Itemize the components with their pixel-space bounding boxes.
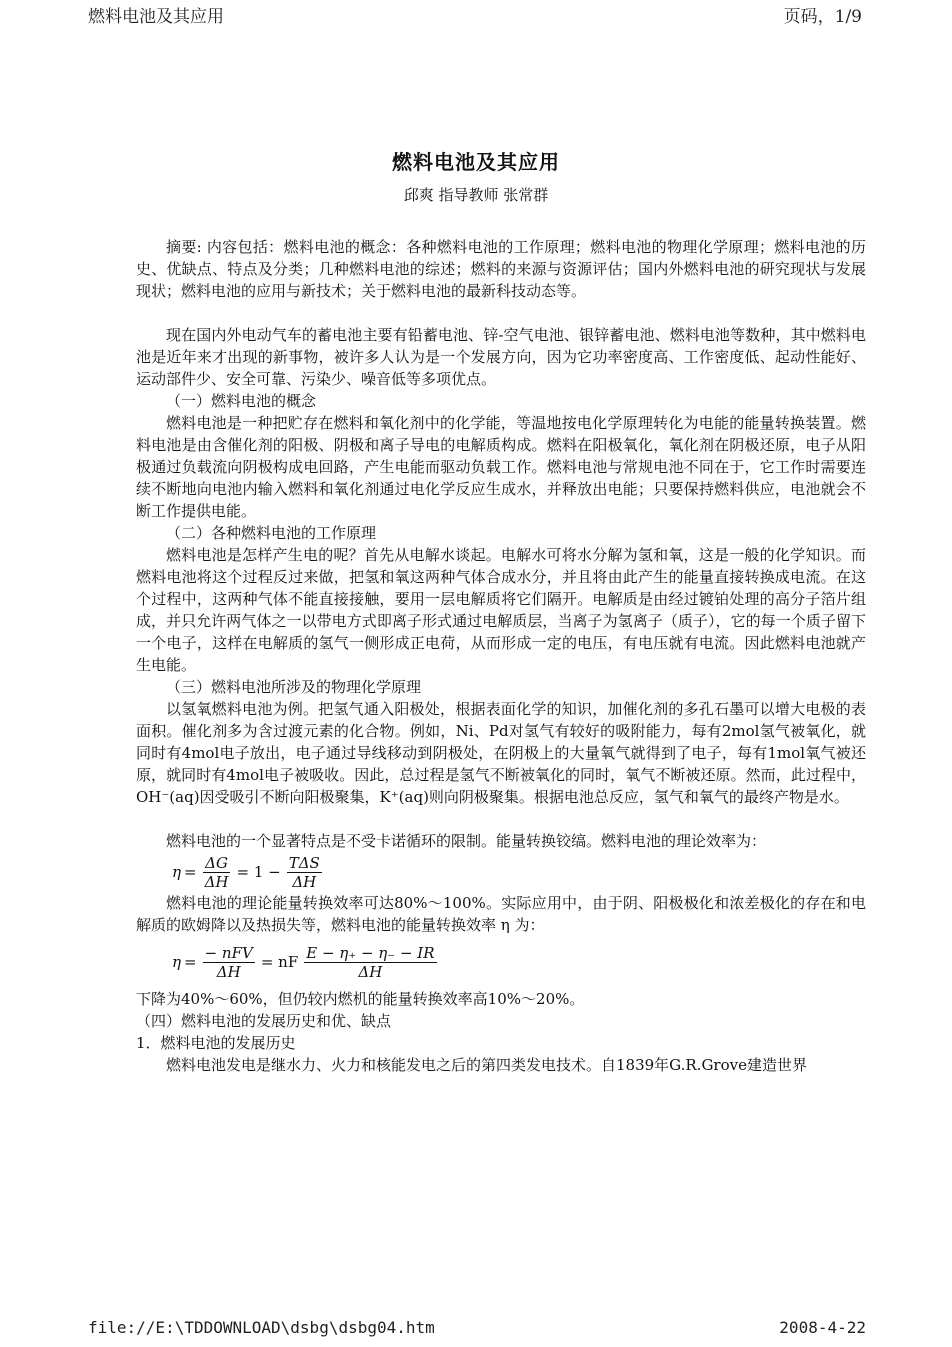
- page-title: 燃料电池及其应用: [392, 150, 560, 174]
- section-4-subheading: 1．燃料电池的发展历史: [136, 1034, 296, 1052]
- section-2-heading: （二）各种燃料电池的工作原理: [166, 524, 377, 542]
- header-page-number: 页码，1/9: [783, 7, 862, 27]
- formula2-middle: = nF: [260, 953, 299, 971]
- abstract-paragraph: 摘要: 内容包括：燃料电池的概念：各种燃料电池的工作原理；燃料电池的物理化学原理；燃料电池的历史、优缺点、特点及分类；几种燃料电池的综述；燃料的来源与资源评估；国内外燃料电池的研究现状与发展现状；燃料电池的应用与新技术；关于燃料电池的最新科技动态等。: [136, 238, 866, 300]
- formula1-numerator-1: ΔG: [205, 853, 228, 872]
- document-body: [136, 236, 866, 1076]
- section-3-paragraph: 以氢氧燃料电池为例。把氢气通入阳极处，根据表面化学的知识，加催化剂的多孔石墨可以增大电极的表面积。催化剂多为含过渡元素的化合物。例如，Ni、Pd对氢气有较好的吸附能力，每有2mol氢气被氧化，就同时有4mol电子放出，电子通过导线移动到阴极处，在阴极上的大量氧气就得到了电子，每有1mol氧气被还原，就同时有4mol电子被吸收。因此，总过程是氢气不断被氧化的同时，氧气不断被还原。然而，此过程中，OH⁻(aq)因受吸引不断向阳极聚集，K⁺(aq)则向阴极聚集。根据电池总反应，氢气和氧气的最终产物是水。: [136, 700, 866, 806]
- section-1-paragraph: 燃料电池是一种把贮存在燃料和氧化剂中的化学能，等温地按电化学原理转化为电能的能量转换装置。燃料电池是由含催化剂的阳极、阴极和离子导电的电解质构成。燃料在阳极氧化，氧化剂在阴极还原，电子从阳极通过负载流向阴极构成电回路，产生电能而驱动负载工作。燃料电池与常规电池不同在于，它工作时需要连续不断地向电池内输入燃料和氧化剂通过电化学反应生成水，并释放出电能；只要保持燃料供应，电池就会不断工作提供电能。: [136, 414, 866, 520]
- section-3-heading: （三）燃料电池所涉及的物理化学原理: [166, 678, 422, 696]
- formula1-fraction-2: [287, 854, 322, 891]
- formula2-equals: =: [184, 953, 197, 971]
- intro-paragraph: 现在国内外电动气车的蓄电池主要有铅蓄电池、锌-空气电池、银锌蓄电池、燃料电池等数种，其中燃料电池是近年来才出现的新事物，被许多人认为是一个发展方向，因为它功率密度高、工作密度低、起动性能好、运动部件少、安全可靠、污染少、噪音低等多项优点。: [136, 326, 866, 388]
- section-4-paragraph: 燃料电池发电是继水力、火力和核能发电之后的第四类发电技术。自1839年G.R.Grove建造世界: [166, 1056, 807, 1074]
- formula2-fraction-1: [203, 944, 255, 981]
- formula-theoretical-efficiency: [136, 852, 866, 892]
- formula1-denominator-2: ΔH: [292, 872, 317, 891]
- authors: 邱爽 指导教师 张常群: [403, 186, 549, 204]
- formula2-numerator-1: − nFV: [204, 943, 253, 962]
- formula1-middle: = 1 −: [236, 863, 281, 881]
- efficiency-intro: 燃料电池的一个显著特点是不受卡诺循环的限制。能量转换铰缟。燃料电池的理论效率为：: [166, 832, 767, 850]
- formula2-fraction-2: [304, 944, 436, 981]
- formula2-denominator-1: ΔH: [216, 962, 241, 981]
- section-2-paragraph: 燃料电池是怎样产生电的呢？首先从电解水谈起。电解水可将水分解为氢和氧，这是一般的化学知识。而燃料电池将这个过程反过来做，把氢和氧这两种气体合成水分，并且将由此产生的能量直接转换成电流。在这个过程中，这两种气体不能直接接触，要用一层电解质将它们隔开。电解质是由经过镀铂处理的高分子箔片组成，并只允许两气体之一以带电方式即离子形式通过电解质层，当离子为氢离子（质子），它的每一个质子留下一个电子，这样在电解质的氢气一侧形成正电荷，从而形成一定的电压，有电压就有电流。因此燃料电池就产生电能。: [136, 546, 866, 674]
- efficiency-drop-line: 下降为40%～60%，但仍较内燃机的能量转换效率高10%～20%。: [136, 990, 585, 1008]
- footer-file-path: file://E:\TDDOWNLOAD\dsbg\dsbg04.htm: [88, 1318, 435, 1337]
- formula1-lhs: η: [172, 863, 181, 881]
- formula2-denominator-2: ΔH: [358, 962, 383, 981]
- efficiency-paragraph: 燃料电池的理论能量转换效率可达80%～100%。实际应用中，由于阴、阳极极化和浓差极化的存在和电解质的欧姆降以及热损失等，燃料电池的能量转换效率 η 为：: [136, 894, 866, 934]
- section-4-heading: （四）燃料电池的发展历史和优、缺点: [136, 1012, 392, 1030]
- formula1-equals: =: [184, 863, 197, 881]
- header-left-title: 燃料电池及其应用: [88, 7, 224, 27]
- formula1-denominator-1: ΔH: [204, 872, 229, 891]
- formula1-fraction-1: [203, 854, 231, 891]
- formula1-numerator-2: TΔS: [288, 853, 320, 872]
- formula2-numerator-2: E − η₊ − η₋ − IR: [306, 943, 435, 962]
- footer-date: 2008-4-22: [779, 1318, 866, 1337]
- formula2-lhs: η: [172, 953, 181, 971]
- section-1-heading: （一）燃料电池的概念: [166, 392, 317, 410]
- formula-actual-efficiency: [136, 936, 866, 988]
